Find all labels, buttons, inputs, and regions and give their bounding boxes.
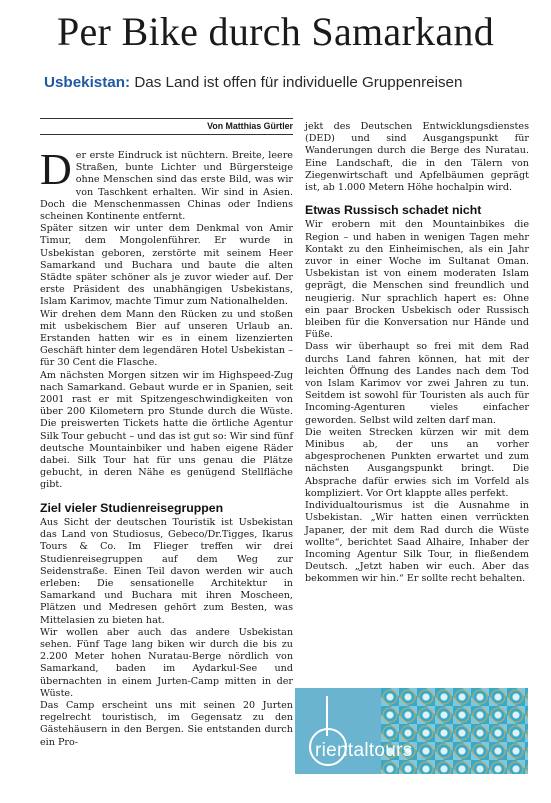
section-heading: Ziel vieler Studienreisegruppen xyxy=(40,500,224,515)
paragraph: Die weiten Strecken kürzen wir mit dem Minibus ab, der uns an vorher abgesprochenen Punkten erwartet und zum nächsten Ausgangspunkt bringt. Die Absprache dafür erwies sich im Vorfeld als kompliziert. Vor Ort klappte alles perfekt. xyxy=(305,426,529,499)
paragraph: Wir drehen dem Mann den Rücken zu und stoßen mit usbekischem Bier auf unseren Urlaub an. Erstanden hatten wir es in einem lizenzierten Geschäft hinter dem legendären Hotel Usbekistan – für 30 Cent die Flasche. xyxy=(40,308,293,369)
paragraph: Dass wir überhaupt so frei mit dem Rad durchs Land fahren können, hat mit der leichten Öffnung des Landes nach dem Tod von Islam Karimov vor zwei Jahren zu tun. Seitdem ist sowohl für Touristen als auch für Incoming-Agenturen vieles einfacher geworden. Selbst wild zelten darf man. xyxy=(305,341,529,426)
column-right xyxy=(305,121,529,586)
orientaltours-ad[interactable] xyxy=(295,688,528,774)
paragraph: Am nächsten Morgen sitzen wir im Highspeed-Zug nach Samarkand. Gebaut wurde er in Spanien, seit 2001 rast er mit Spitzengeschwindigkeiten von über 200 Kilometern pro Stunde durch die Wüste. Die preiswerten Tickets hatte die örtliche Agentur Silk Tour gebucht – und das ist gut so: Wir sind fünf deutsche Mountainbiker und haben eigene Räder dabei. Silk Tour hat für uns genau die Plätze gebucht, in deren Nähe es genügend Stellfläche gibt. xyxy=(40,369,293,491)
section-heading: Etwas Russisch schadet nicht xyxy=(305,203,482,218)
subtitle-lead: Usbekistan: xyxy=(44,74,131,91)
paragraph: Aus Sicht der deutschen Touristik ist Usbekistan das Land von Studiosus, Gebeco/Dr.Tigges, Ikarus Tours & Co. Im Flieger treffen wir drei Studienreisegruppen auf dem Weg zur Seidenstraße. Einen Teil davon werden wir auch erleben: Die sensationelle Architektur in Samarkand und Buchara mit ihren Moscheen, Plätzen und Medresen gehört zum Besten, was Mittelasien zu bieten hat. xyxy=(40,516,293,626)
paragraph: Das Camp erscheint uns mit seinen 20 Jurten regelrecht touristisch, im Gegensatz zu den Gästehäusern in den Bergen. Sie entstanden durch ein Pro- xyxy=(40,699,293,748)
article-title: Per Bike durch Samarkand xyxy=(56,9,495,54)
drop-cap: D xyxy=(40,145,72,194)
article-subtitle xyxy=(44,74,462,91)
paragraph: Später sitzen wir unter dem Denkmal von Amir Timur, dem Mongolenführer. Er wurde in Usbekistan geboren, zerstörte mit seinem Heer Samarkand und Buchara und baute die alten Städte später schöner als je zuvor wieder auf. Der erste Präsident des unabhängigen Usbekistans, Islam Karimov, machte Timur zum Nationalhelden. xyxy=(40,223,293,308)
paragraph: Individualtourismus ist die Ausnahme in Usbekistan. „Wir hatten einen verrückten Japaner, der mit dem Rad durch die Wüste wollte“, berichtet Saad Alhaire, Inhaber der Incoming Agentur Silk Tour, in fließendem Deutsch. „Jetzt haben wir euch. Aber das bekommen wir hin.“ Er sollte recht behalten. xyxy=(305,500,529,585)
byline-rule-bottom xyxy=(40,134,293,135)
paragraph: Wir wollen aber auch das andere Usbekistan sehen. Fünf Tage lang biken wir durch die bis zu 2.200 Meter hohen Nuratau-Berge nördlich von Samarkand, baden im Aydarkul-See und übernachten in einem Jurten-Camp mitten in der Wüste. xyxy=(40,626,293,699)
paragraph: Wir erobern mit den Mountainbikes die Region – und haben in wenigen Tagen mehr Kontakt zu den Einheimischen, als ein Jahr zuvor in einer Woche im Sultanat Oman. Usbekistan ist von einem moderaten Islam geprägt, die Menschen sind freundlich und neugierig. Nur sprachlich hapert es: Ohne ein paar Brocken Usbekisch oder Russisch bleiben für die Konversation nur Hände und Füße. xyxy=(305,219,529,341)
column-left xyxy=(40,145,293,749)
paragraph: jekt des Deutschen Entwicklungsdienstes (DED) und sind Ausgangspunkt für Wanderungen durch die Berge des Nuratau. Eine Landschaft, die in den Tälern von Ziegenwirtschaft und Apfelbäumen geprägt ist, ab 1.000 Metern Höhe hochalpin wird. xyxy=(305,121,529,194)
byline: Von Matthias Gürtler xyxy=(207,121,293,131)
byline-rule-top xyxy=(40,118,293,119)
paragraph: Der erste Eindruck ist nüchtern. Breite, leere Straßen, bunte Lichter und Bürgersteige ohne Menschen sind das erste Bild, was wir von Taschkent erhalten. Wir sind in Asien. Doch die Menschenmassen Chinas oder Indiens scheinen Kontinente entfernt. xyxy=(40,145,293,223)
subtitle-text: Das Land ist offen für individuelle Gruppenreisen xyxy=(130,74,463,91)
ad-logo-text: rientaltours xyxy=(315,740,413,761)
